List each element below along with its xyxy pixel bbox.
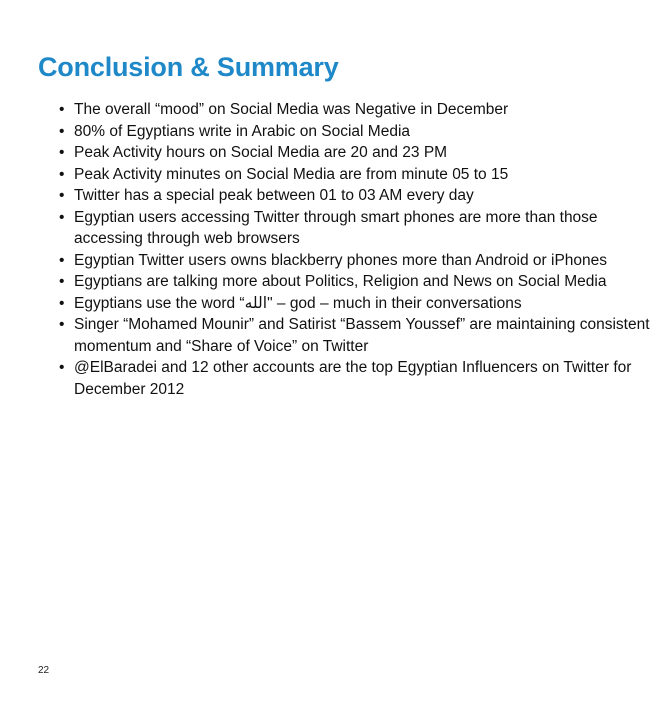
bullet-icon: • [59, 316, 65, 333]
summary-item-text: 80% of Egyptians write in Arabic on Social Media [74, 122, 411, 140]
summary-item [59, 314, 659, 357]
bullet-icon: • [59, 144, 65, 161]
summary-item [59, 164, 659, 186]
page-number: 22 [38, 665, 50, 676]
summary-item [59, 293, 659, 315]
bullet-icon: • [59, 359, 65, 376]
summary-item [59, 357, 659, 400]
bullet-icon: • [59, 165, 65, 183]
summary-item [59, 250, 659, 272]
summary-item-text: The overall “mood” on Social Media was Negative in December [74, 101, 509, 118]
summary-item [59, 142, 659, 164]
summary-item-text: Twitter has a special peak between 01 to 03 AM every day [74, 187, 474, 204]
bullet-icon: • [59, 187, 65, 204]
bullet-icon: • [59, 122, 65, 140]
summary-item-text: Egyptians are talking more about Politics, Religion and News on Social Media [74, 273, 607, 290]
summary-item-text: Egyptian Twitter users owns blackberry phones more than Android or iPhones [74, 251, 608, 269]
summary-item-text: Peak Activity minutes on Social Media are from minute 05 to 15 [74, 165, 509, 183]
summary-item [59, 121, 659, 143]
summary-item-text: Egyptian users accessing Twitter through smart phones are more than those accessing through web browsers [74, 208, 598, 247]
summary-item [59, 207, 659, 250]
summary-item [59, 271, 659, 293]
summary-list [59, 99, 659, 400]
bullet-icon: • [59, 294, 65, 312]
bullet-icon: • [59, 208, 65, 226]
summary-item-text: Egyptians use the word “الله" – god – much in their conversations [74, 294, 522, 312]
summary-item-text: Peak Activity hours on Social Media are 20 and 23 PM [74, 144, 448, 161]
summary-item [59, 99, 659, 121]
page-title: Conclusion & Summary [38, 52, 339, 82]
bullet-icon: • [59, 101, 65, 118]
bullet-icon: • [59, 273, 65, 290]
summary-item-text: @ElBaradei and 12 other accounts are the top Egyptian Influencers on Twitter for December 2012 [74, 359, 632, 398]
summary-item [59, 185, 659, 207]
bullet-icon: • [59, 251, 65, 269]
summary-item-text: Singer “Mohamed Mounir” and Satirist “Bassem Youssef” are maintaining consistent momentum and “Share of Voice” on Twitter [74, 316, 650, 355]
